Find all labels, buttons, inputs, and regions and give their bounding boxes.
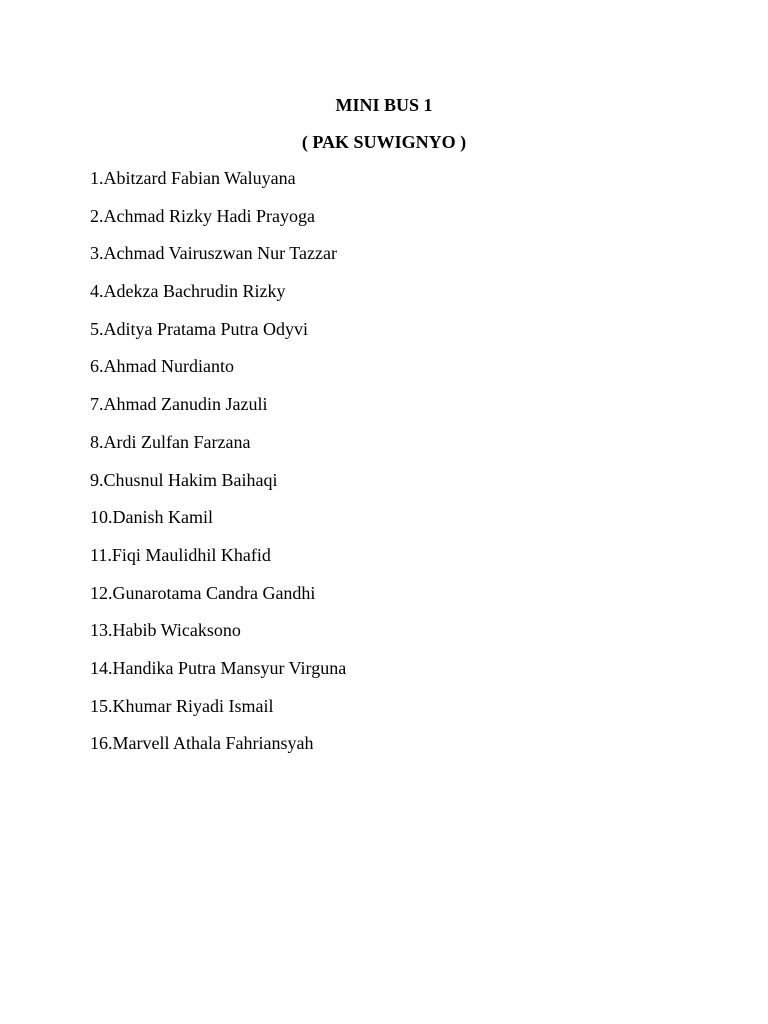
list-item: 1.Abitzard Fabian Waluyana	[90, 168, 296, 188]
list-item: 9.Chusnul Hakim Baihaqi	[90, 469, 278, 490]
list-item: 8.Ardi Zulfan Farzana	[90, 431, 251, 452]
list-item: 5.Aditya Pratama Putra Odyvi	[90, 318, 308, 339]
list-item: 13.Habib Wicaksono	[90, 620, 241, 641]
list-item: 16.Marvell Athala Fahriansyah	[90, 733, 314, 754]
list-item: 2.Achmad Rizky Hadi Prayoga	[90, 205, 315, 226]
list-item: 14.Handika Putra Mansyur Virguna	[90, 657, 347, 678]
list-item: 4.Adekza Bachrudin Rizky	[90, 281, 286, 302]
list-item: 7.Ahmad Zanudin Jazuli	[90, 394, 268, 415]
list-item: 10.Danish Kamil	[90, 507, 213, 528]
list-item: 11.Fiqi Maulidhil Khafid	[90, 544, 271, 565]
document-subtitle: ( PAK SUWIGNYO )	[301, 132, 467, 152]
list-item: 6.Ahmad Nurdianto	[90, 356, 234, 377]
document-title: MINI BUS 1	[335, 95, 433, 115]
list-item: 12.Gunarotama Candra Gandhi	[90, 582, 316, 603]
list-item: 3.Achmad Vairuszwan Nur Tazzar	[90, 243, 337, 264]
list-item: 15.Khumar Riyadi Ismail	[90, 695, 274, 716]
passenger-list	[90, 168, 346, 771]
